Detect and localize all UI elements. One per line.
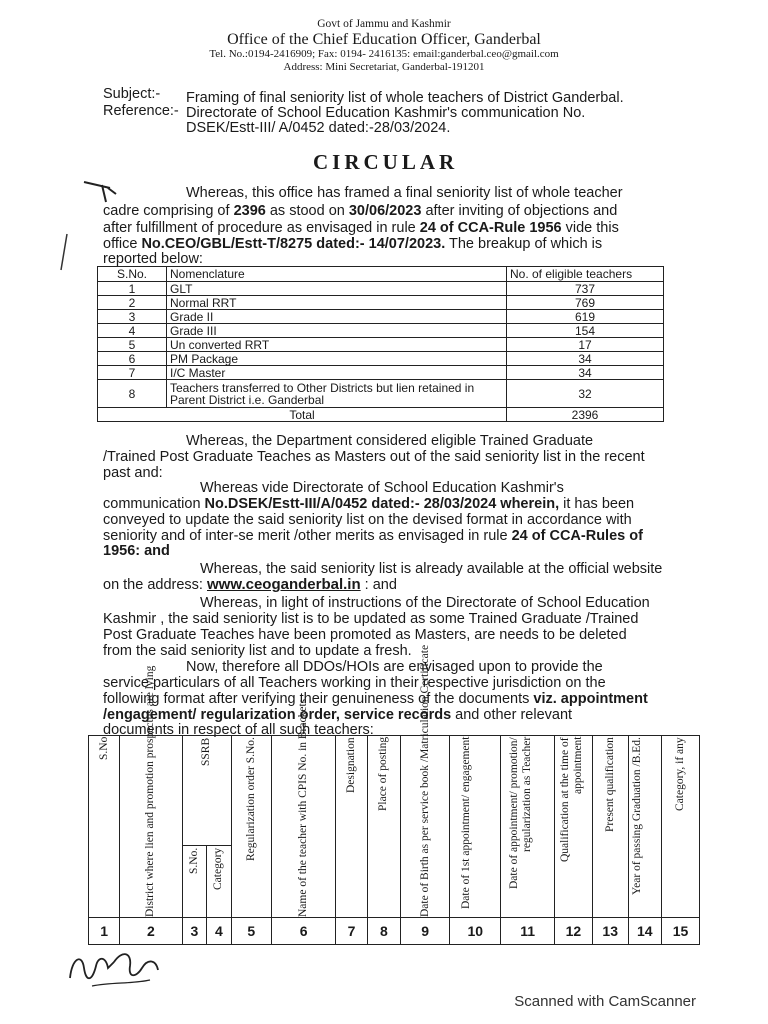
table-row: 1 GLT 737 [98, 282, 664, 296]
table-total-row: Total 2396 [98, 408, 664, 422]
para1-line5: reported below: [103, 251, 203, 267]
column-number-row: 1 2 3 4 5 6 7 8 9 10 11 12 13 14 15 [89, 918, 700, 945]
para6-line4: /engagement/ regularization order, service records and other relevant [103, 707, 573, 723]
table-row: 7 I/C Master 34 [98, 366, 664, 380]
para5-line3: Post Graduate Teaches have been promoted as Masters, are needs to be deleted [103, 627, 627, 643]
signature [62, 938, 172, 993]
para1-line1: Whereas, this office has framed a final seniority list of whole teacher [186, 185, 623, 201]
subject-label: Subject:- [103, 86, 161, 102]
reference-line-2: DSEK/Estt-III/ A/0452 dated:-28/03/2024. [186, 120, 451, 136]
contact-line: Tel. No.:0194-2416909; Fax: 0194- 2416135: email:ganderbal.ceo@gmail.com [209, 48, 559, 60]
para3-line1: Whereas vide Directorate of School Education Kashmir's [200, 480, 564, 496]
handwritten-mark [80, 176, 120, 206]
circular-title: CIRCULAR [313, 150, 459, 174]
table-row: 8 Teachers transferred to Other Districts but lien retained in Parent District i.e. Ganderbal 32 [98, 380, 664, 408]
col-sno-header: S.No. [98, 267, 167, 282]
table-row: 4 Grade III 154 [98, 324, 664, 338]
breakup-table [97, 266, 664, 422]
header-ssrb-category: Category [207, 846, 232, 918]
govt-line: Govt of Jammu and Kashmir [317, 18, 451, 30]
office-title: Office of the Chief Education Officer, Ganderbal [227, 31, 541, 48]
table-row: 3 Grade II 619 [98, 310, 664, 324]
para4-line2: on the address: www.ceoganderbal.in : and [103, 576, 397, 593]
header-district: District where lien and promotion prospectus are lying [120, 736, 182, 918]
header-promotion: Date of appointment/ promotion/ regularization as Teacher [501, 736, 555, 918]
col-count-header: No. of eligible teachers [507, 267, 664, 282]
header-category-any: Category, if any [661, 736, 699, 918]
para2-line2: /Trained Post Graduate Teaches as Masters out of the said seniority list in the recent [103, 449, 645, 465]
para3-line5: 1956: and [103, 543, 170, 559]
para5-line4: from the said seniority list and to update a fresh. [103, 643, 412, 659]
para1-line4: office No.CEO/GBL/Estt-T/8275 dated:- 14/07/2023. The breakup of which is [103, 236, 603, 252]
reference-line-1: Directorate of School Education Kashmir's communication No. [186, 105, 586, 121]
header-first-appointment: Date of 1st appointment/ engagement [450, 736, 501, 918]
col-nomenclature-header: Nomenclature [167, 267, 507, 282]
reference-label: Reference:- [103, 103, 179, 119]
header-posting: Place of posting [367, 736, 400, 918]
para3-line3: conveyed to update the said seniority list on the devised format in accordance with [103, 512, 632, 528]
para1-line2: cadre comprising of 2396 as stood on 30/06/2023 after inviting of objections and [103, 203, 618, 219]
header-qualification-appointment: Qualification at the time of appointment [554, 736, 592, 918]
para2-line3: past and: [103, 465, 163, 481]
header-ssrb-sno: S.No. [182, 846, 207, 918]
para6-line5: documents in respect of all such teachers: [103, 722, 374, 738]
website-link[interactable]: www.ceoganderbal.in [207, 576, 361, 593]
header-regularization: Regularization order S.No. [231, 736, 271, 918]
para5-line1: Whereas, in light of instructions of the Directorate of School Education [200, 595, 650, 611]
camscanner-watermark: Scanned with CamScanner [514, 993, 696, 1010]
header-sno: S.No [89, 736, 120, 918]
header-present-qualification: Present qualification [592, 736, 628, 918]
address-line: Address: Mini Secretariat, Ganderbal-191201 [283, 61, 485, 73]
para3-line2: communication No.DSEK/Estt-III/A/0452 dated:- 28/03/2024 wherein, it has been [103, 496, 635, 512]
para6-line1: Now, therefore all DDOs/HOIs are envisaged upon to provide the [186, 659, 603, 675]
para5-line2: Kashmir , the said seniority list is to be updated as some Trained Graduate /Trained [103, 611, 639, 627]
header-teacher-name: Name of the teacher with CPIS No. in Brackets [271, 736, 336, 918]
para3-line4: seniority and of inter-se merit /other merits as envisaged in rule 24 of CCA-Rules of [103, 528, 643, 544]
para4-line1: Whereas, the said seniority list is already available at the official website [200, 561, 663, 577]
header-ssrb: SSRB [182, 736, 231, 846]
table-row: 2 Normal RRT 769 [98, 296, 664, 310]
header-dob: Date of Birth as per service book /Matriculation Certificate [401, 736, 450, 918]
header-designation: Designation [336, 736, 367, 918]
header-year-passing: Year of passing Graduation /B.Ed. [628, 736, 661, 918]
margin-mark [55, 230, 75, 275]
para1-line3: after fulfillment of procedure as envisaged in rule 24 of CCA-Rule 1956 vide this [103, 220, 619, 236]
para6-line2: service particulars of all Teachers working in their respective jurisdiction on the [103, 675, 606, 691]
subject-text: Framing of final seniority list of whole teachers of District Ganderbal. [186, 90, 624, 106]
para6-line3: following format after verifying their genuineness of the documents viz. appointment [103, 691, 648, 707]
table-row: 6 PM Package 34 [98, 352, 664, 366]
para2-line1: Whereas, the Department considered eligible Trained Graduate [186, 433, 594, 449]
table-row: 5 Un converted RRT 17 [98, 338, 664, 352]
